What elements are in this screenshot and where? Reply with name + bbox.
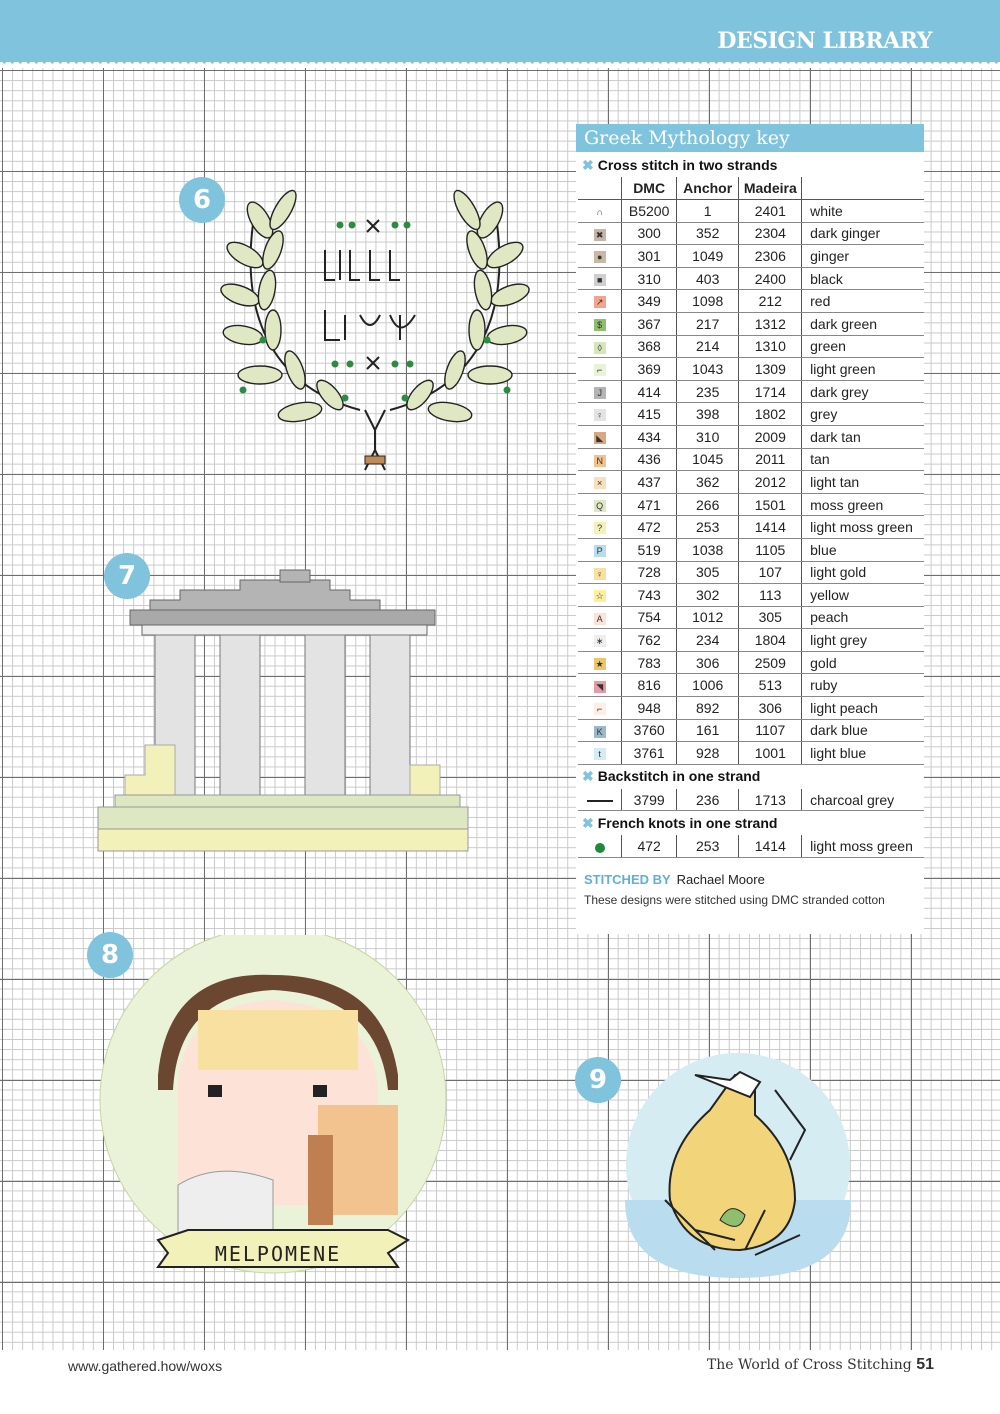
cross-icon: ✖ (582, 768, 594, 785)
key-row: Q 471 266 1501 moss green (578, 493, 924, 516)
backstitch-row: 3799 236 1713 charcoal grey (578, 789, 924, 811)
key-row: × 437 362 2012 light tan (578, 471, 924, 494)
thread-symbol-icon: A (594, 613, 606, 625)
backstitch-line-icon (587, 800, 613, 802)
thread-symbol-icon: N (594, 455, 606, 467)
design-number-8: 8 (87, 932, 133, 978)
thread-symbol-icon: ■ (594, 274, 606, 286)
design-number-9: 9 (575, 1057, 621, 1103)
thread-symbol-icon: t (594, 748, 606, 760)
key-row: A 754 1012 305 peach (578, 606, 924, 629)
key-row: ∩ B5200 1 2401 white (578, 200, 924, 223)
key-row: ♀ 728 305 107 light gold (578, 561, 924, 584)
thread-symbol-icon: ✖ (594, 229, 606, 241)
laurel-wreath-motif (215, 180, 535, 490)
thread-symbol-icon: P (594, 545, 606, 557)
stitched-by: STITCHED BY Rachael Moore (584, 872, 765, 888)
thread-note: These designs were stitched using DMC stranded cotton (584, 893, 885, 908)
design-number-6: 6 (179, 177, 225, 223)
key-row: J 414 235 1714 dark grey (578, 380, 924, 403)
key-row: $ 367 217 1312 dark green (578, 312, 924, 335)
key-row: ⌐ 369 1043 1309 light green (578, 358, 924, 381)
french-knot-icon (595, 843, 605, 853)
page-number: 51 (916, 1356, 934, 1373)
key-row: P 519 1038 1105 blue (578, 538, 924, 561)
thread-symbol-icon: J (594, 387, 606, 399)
thread-symbol-icon: ♀ (594, 409, 606, 421)
key-row: ⌐ 948 892 306 light peach (578, 697, 924, 720)
key-row: ◣ 434 310 2009 dark tan (578, 425, 924, 448)
key-row: ★ 783 306 2509 gold (578, 651, 924, 674)
key-row: ◥ 816 1006 513 ruby (578, 674, 924, 697)
thread-symbol-icon: × (594, 477, 606, 489)
thread-symbol-icon: ◊ (594, 342, 606, 354)
col-dmc: DMC (622, 177, 677, 200)
footer-magazine: The World of Cross Stitching 51 (706, 1356, 934, 1373)
design-number-7: 7 (104, 553, 150, 599)
cross-icon: ✖ (582, 157, 594, 173)
french-knot-row: 472 253 1414 light moss green (578, 835, 924, 857)
thread-symbol-icon: ∗ (594, 635, 606, 647)
key-row: ? 472 253 1414 light moss green (578, 516, 924, 539)
potion-vase-motif (625, 1050, 855, 1280)
thread-symbol-icon: K (594, 726, 606, 738)
key-row: ☆ 743 302 113 yellow (578, 584, 924, 607)
key-panel (576, 124, 924, 934)
key-row: ♀ 415 398 1802 grey (578, 403, 924, 426)
col-madeira: Madeira (739, 177, 802, 200)
footer-url[interactable]: www.gathered.how/woxs (68, 1358, 223, 1374)
key-row: K 3760 161 1107 dark blue (578, 719, 924, 742)
key-row: t 3761 928 1001 light blue (578, 742, 924, 765)
key-row: ● 301 1049 2306 ginger (578, 245, 924, 268)
thread-symbol-icon: ◣ (594, 432, 606, 444)
cross-stitch-heading: ✖ Cross stitch in two strands (582, 157, 778, 173)
thread-symbol-icon: $ (594, 319, 606, 331)
key-row: ∗ 762 234 1804 light grey (578, 629, 924, 652)
thread-symbol-icon: ∩ (594, 206, 606, 218)
thread-symbol-icon: Q (594, 500, 606, 512)
header-zigzag-edge (0, 60, 1000, 68)
thread-symbol-icon: ☆ (595, 591, 604, 602)
col-anchor: Anchor (676, 177, 739, 200)
key-row: ↗ 349 1098 212 red (578, 290, 924, 313)
thread-symbol-icon: ↗ (594, 296, 606, 308)
melpomene-motif (98, 935, 448, 1285)
thread-symbol-icon: ♀ (594, 568, 606, 580)
melpomene-banner-text: MELPOMENE (214, 1242, 342, 1266)
greek-temple-motif (90, 565, 470, 855)
french-knots-heading: ✖ French knots in one strand (582, 814, 778, 831)
key-title: Greek Mythology key (576, 124, 924, 152)
thread-symbol-icon: ? (594, 522, 606, 534)
thread-symbol-icon: ⌐ (594, 364, 606, 376)
thread-symbol-icon: ⌐ (594, 703, 606, 715)
thread-symbol-icon: ● (594, 251, 606, 263)
key-row: ■ 310 403 2400 black (578, 267, 924, 290)
cross-icon: ✖ (582, 814, 594, 831)
thread-symbol-icon: ★ (595, 658, 604, 669)
section-title: DESIGN LIBRARY (717, 28, 932, 54)
key-row: N 436 1045 2011 tan (578, 448, 924, 471)
key-row: ◊ 368 214 1310 green (578, 335, 924, 358)
thread-symbol-icon: ◥ (594, 681, 606, 693)
key-row: ✖ 300 352 2304 dark ginger (578, 222, 924, 245)
backstitch-heading: ✖ Backstitch in one strand (582, 768, 761, 785)
key-table (578, 177, 924, 858)
